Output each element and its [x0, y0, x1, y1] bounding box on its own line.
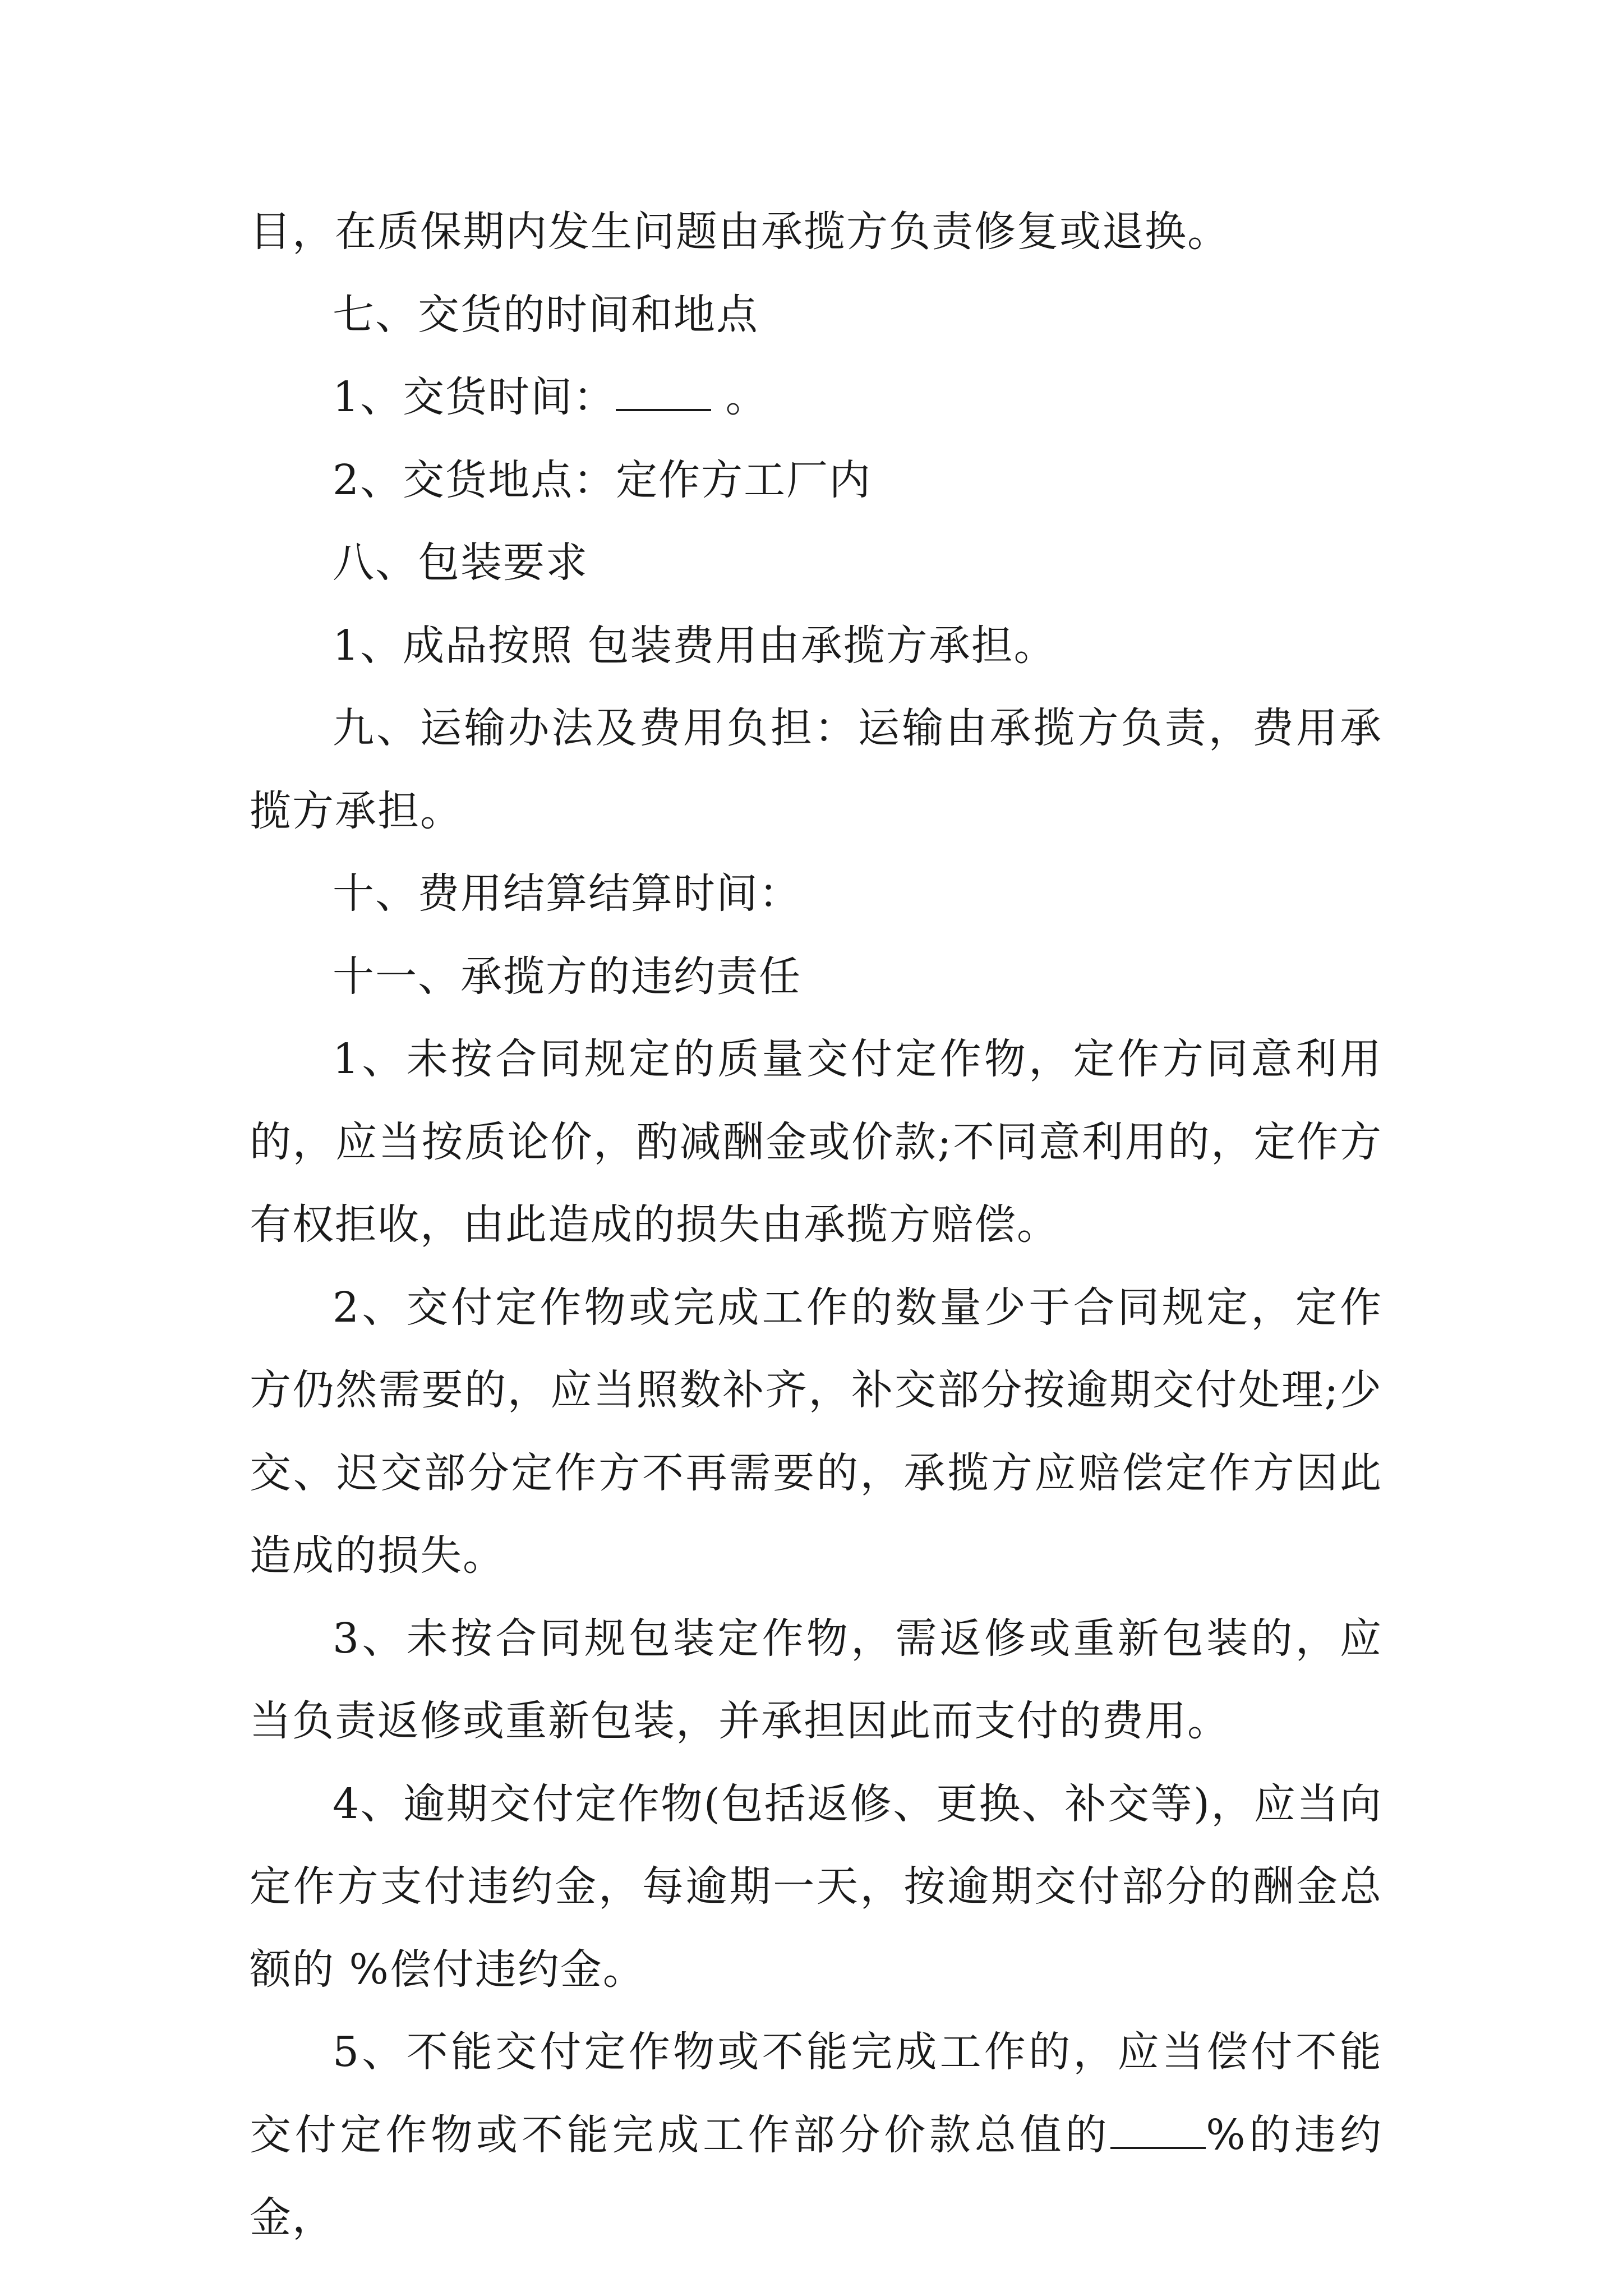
delivery-time-blank [616, 375, 711, 411]
paragraph-delivery-place: 2、交货地点：定作方工厂内 [333, 455, 872, 504]
non-delivery-text: 5、不能交付定作物或不能完成工作的，应当偿付不能交付定作物或不能完成工作部分价款总值的 [250, 2028, 1382, 2159]
delivery-time-suffix: 。 [711, 373, 768, 421]
paragraph-packaging-cost: 1、成品按照 包装费用由承揽方承担。 [333, 621, 1057, 670]
paragraph-liability-non-delivery [250, 2011, 1382, 2260]
heading-contractor-liability: 十一、承揽方的违约责任 [333, 952, 801, 1001]
paragraph-transport: 九、运输办法及费用负担：运输由承揽方负责，费用承揽方承担。 [250, 704, 1382, 835]
paragraph-liability-packaging: 3、未按合同规包装定作物，需返修或重新包装的，应当负责返修或重新包装，并承担因此而支付的费用。 [250, 1614, 1382, 1745]
paragraph-liability-quantity: 2、交付定作物或完成工作的数量少于合同规定，定作方仍然需要的，应当照数补齐，补交部分按逾期交付处理;少交、迟交部分定作方不再需要的，承揽方应赔偿定作方因此造成的损失。 [250, 1283, 1382, 1580]
non-delivery-percent-blank [1110, 2113, 1206, 2149]
paragraph-warranty-continuation: 目，在质保期内发生问题由承揽方负责修复或退换。 [250, 208, 1230, 256]
heading-packaging: 八、包装要求 [333, 539, 588, 587]
heading-settlement: 十、费用结算结算时间： [333, 869, 801, 918]
paragraph-liability-late-delivery: 4、逾期交付定作物(包括返修、更换、补交等)，应当向定作方支付违约金，每逾期一天，按逾期交付部分的酬金总额的 %偿付违约金。 [250, 1779, 1382, 1994]
paragraph-liability-quality: 1、未按合同规定的质量交付定作物，定作方同意利用的，应当按质论价，酌减酬金或价款;不同意利用的，定作方有权拒收，由此造成的损失由承揽方赔偿。 [250, 1035, 1382, 1249]
document-body [250, 191, 1382, 2260]
heading-delivery-time-place: 七、交货的时间和地点 [333, 290, 759, 339]
delivery-time-label: 1、交货时间： [333, 373, 616, 421]
non-delivery-suffix: %的违约金， [250, 2110, 1382, 2242]
paragraph-delivery-time [250, 356, 1382, 439]
